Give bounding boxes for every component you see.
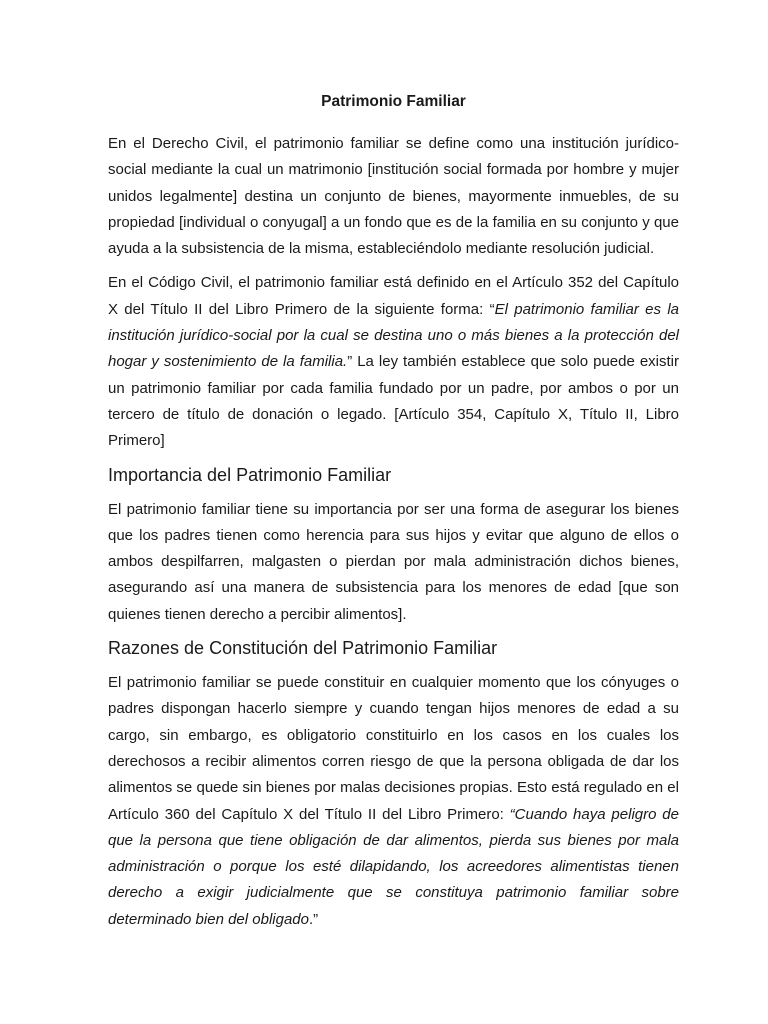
quote-articulo-352: El patrimonio familiar es la institución jurídico-social por la cual se destina uno o más bienes a la protección del hogar y sostenimiento de la familia. xyxy=(108,300,679,371)
paragraph-razones-end: .” xyxy=(308,910,319,928)
paragraph-codigo-civil-intro: En el Código Civil, el patrimonio familiar está definido en el Artículo 352 del Capítulo X del Título II del Libro Primero de la siguiente forma: “ xyxy=(108,274,679,318)
document-page xyxy=(108,92,679,933)
heading-importancia: Importancia del Patrimonio Familiar xyxy=(108,464,392,485)
document-title: Patrimonio Familiar xyxy=(321,93,466,110)
paragraph-codigo-civil xyxy=(108,270,679,454)
paragraph-definicion: En el Derecho Civil, el patrimonio familiar se define como una institución jurídico-social mediante la cual un matrimonio [institución social formada por hombre y mujer unidos legalmente] destina un conjunto de bienes, mayormente inmuebles, de su propiedad [individual o conyugal] a un fondo que es de la familia en su conjunto y que ayuda a la subsistencia de la misma, estableciéndolo mediante resolución judicial. xyxy=(108,135,679,258)
heading-razones: Razones de Constitución del Patrimonio Familiar xyxy=(108,638,498,659)
paragraph-razones xyxy=(108,670,679,933)
quote-articulo-360: “Cuando haya peligro de que la persona que tiene obligación de dar alimentos, pierda sus bienes por mala administración o porque los esté dilapidando, los acreedores alimentistas tienen derecho a exigir judicialmente que se constituya patrimonio familiar sobre determinado bien del obligado xyxy=(108,805,679,928)
paragraph-razones-intro: El patrimonio familiar se puede constituir en cualquier momento que los cónyuges o padres dispongan hacerlo siempre y cuando tengan hijos menores de edad a su cargo, sin embargo, es obligatorio constituirlo en los casos en los cuales los derechosos a recibir alimentos corren riesgo de que la persona obligada de dar los alimentos se quede sin bienes por malas decisiones propias. Esto está regulado en el Artículo 360 del Capítulo X del Título II del Libro Primero: xyxy=(108,674,679,823)
paragraph-codigo-civil-rest: ” La ley también establece que solo puede existir un patrimonio familiar por cada familia fundado por un padre, por ambos o por un tercero de título de donación o legado. [Artículo 354, Capítulo X, Título II, Libro Primero] xyxy=(108,353,679,450)
paragraph-importancia: El patrimonio familiar tiene su importancia por ser una forma de asegurar los bienes que los padres tienen como herencia para sus hijos y evitar que alguno de ellos o ambos despilfarren, malgasten o pierdan por mala administración dichos bienes, asegurando así una manera de subsistencia para los menores de edad [que son quienes tienen derecho a percibir alimentos]. xyxy=(108,500,679,623)
